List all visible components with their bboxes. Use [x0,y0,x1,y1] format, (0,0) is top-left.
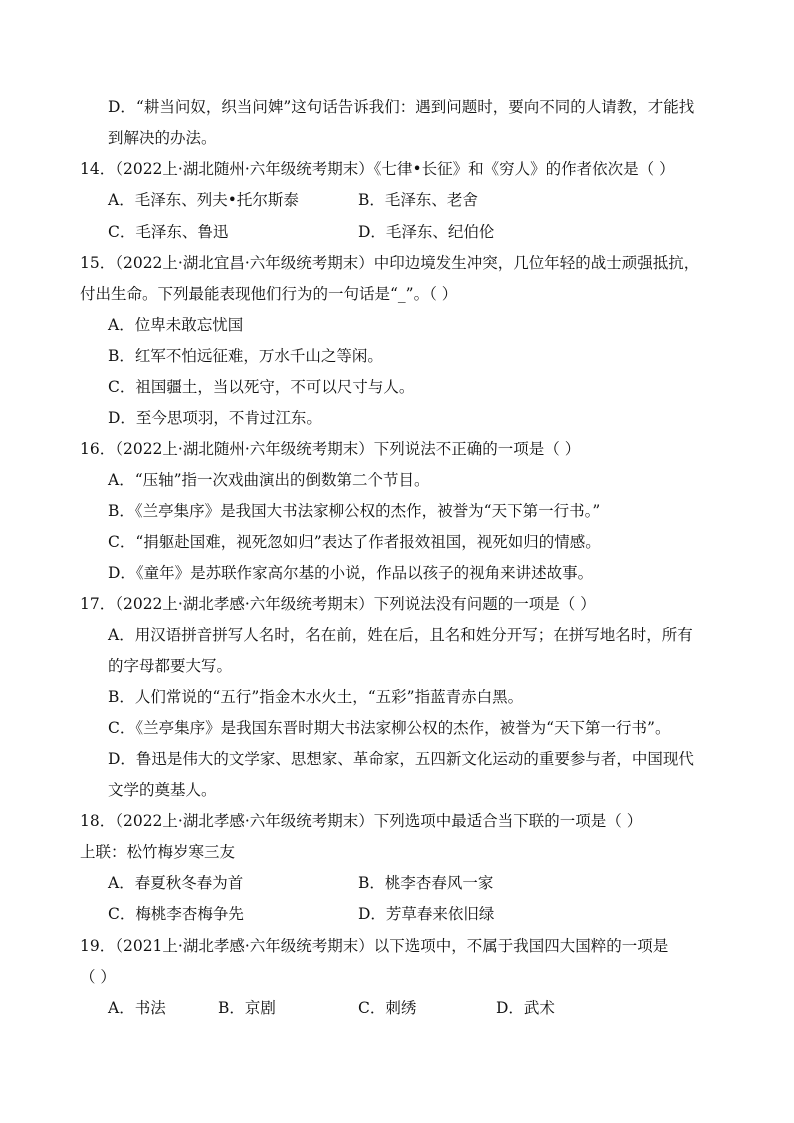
q16-option-d: D．《童年》是苏联作家高尔基的小说，作品以孩子的视角来讲述故事。 [108,564,594,582]
q14-option-a: A．毛泽东、列夫•托尔斯泰 [108,191,299,209]
q19-option-d: D．武术 [496,999,555,1017]
q17-option-a: A．用汉语拼音拼写人名时，名在前，姓在后，且名和姓分开写；在拼写地名时，所有 [108,626,693,644]
q19-option-b: B．京剧 [218,999,276,1017]
q13-option-d-cont: 到解决的办法。 [108,129,217,147]
q19-option-a: A．书法 [108,999,166,1017]
q17-option-a-cont: 的字母都要大写。 [108,657,233,675]
q14-option-d: D．毛泽东、纪伯伦 [358,223,495,241]
q17-option-b: B．人们常说的“五行”指金木水火土，“五彩”指蓝青赤白黑。 [108,688,524,706]
q15-stem-cont: 付出生命。下列最能表现他们行为的一句话是“_”。（ ） [80,285,458,303]
q15-option-c: C．祖国疆土，当以死守，不可以尺寸与人。 [108,378,415,396]
q19-answer-paren: （ ） [80,968,116,986]
q18-option-c: C．梅桃李杏梅争先 [108,905,244,923]
q14-option-b: B．毛泽东、老舍 [358,191,478,209]
q15-option-a: A．位卑未敢忘忧国 [108,316,244,334]
q18-option-d: D．芳草春来依旧绿 [358,905,495,923]
q16-stem: 16．（2022上·湖北随州·六年级统考期末）下列说法不正确的一项是（ ） [80,440,581,458]
q16-option-a: A．“压轴”指一次戏曲演出的倒数第二个节目。 [108,471,430,489]
q19-stem: 19．（2021上·湖北孝感·六年级统考期末）以下选项中，不属于我国四大国粹的一项是 [80,937,669,955]
q15-option-b: B．红军不怕远征难，万水千山之等闲。 [108,347,383,365]
q14-stem: 14．（2022上·湖北随州·六年级统考期末）《七律•长征》和《穷人》的作者依次是（ ） [80,160,675,178]
q18-couplet: 上联：松竹梅岁寒三友 [80,843,236,861]
q18-option-a: A．春夏秋冬春为首 [108,874,244,892]
q17-option-d-cont: 文学的奠基人。 [108,781,217,799]
q16-option-c: C．“捐躯赴国难，视死忽如归”表达了作者报效祖国，视死如归的情感。 [108,533,601,551]
q19-option-c: C．刺绣 [358,999,417,1017]
q15-option-d: D．至今思项羽，不肯过江东。 [108,409,322,427]
q15-stem: 15．（2022上·湖北宜昌·六年级统考期末）中印边境发生冲突，几位年轻的战士顽强抵抗， [80,254,700,272]
q17-stem: 17．（2022上·湖北孝感·六年级统考期末）下列说法没有问题的一项是（ ） [80,595,596,613]
q14-option-c: C．毛泽东、鲁迅 [108,223,229,241]
q13-option-d: D．“耕当问奴，织当问婢”这句话告诉我们：遇到问题时，要向不同的人请教，才能找 [108,98,695,116]
q17-option-c: C．《兰亭集序》是我国东晋时期大书法家柳公权的杰作，被誉为“天下第一行书”。 [108,719,671,737]
q18-stem: 18．（2022上·湖北孝感·六年级统考期末）下列选项中最适合当下联的一项是（ ） [80,812,643,830]
q16-option-b: B．《兰亭集序》是我国大书法家柳公权的杰作，被誉为“天下第一行书。” [108,502,601,520]
q18-option-b: B．桃李杏春风一家 [358,874,494,892]
q17-option-d: D．鲁迅是伟大的文学家、思想家、革命家，五四新文化运动的重要参与者，中国现代 [108,750,694,768]
